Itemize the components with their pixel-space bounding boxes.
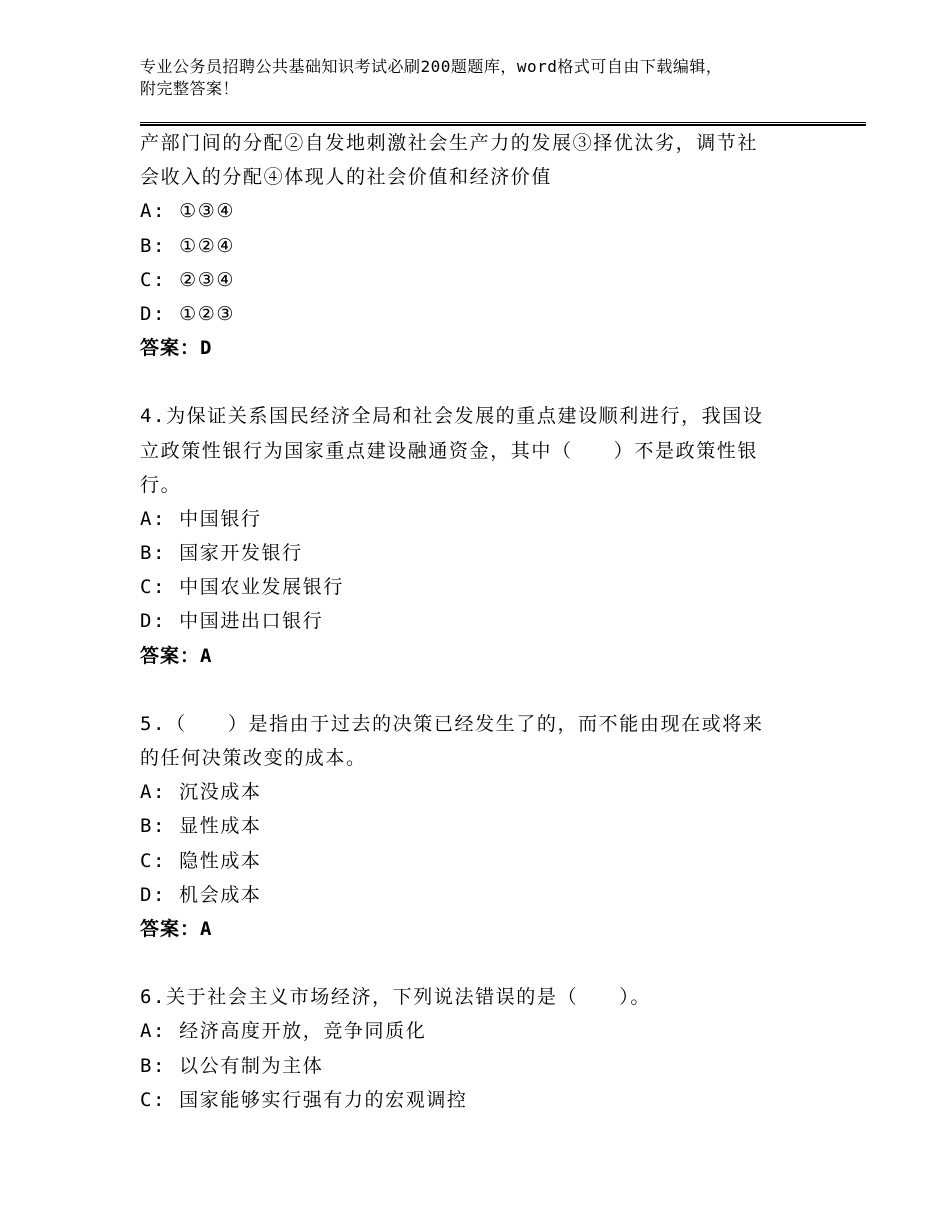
question-spacer <box>140 673 800 707</box>
option-a: A: 经济高度开放，竞争同质化 <box>140 1020 427 1043</box>
header-title-line-1: 专业公务员招聘公共基础知识考试必刷200题题库，word格式可自由下载编辑， <box>140 57 723 76</box>
option-c: C: 国家能够实行强有力的宏观调控 <box>140 1088 468 1111</box>
question-text-line: 4.为保证关系国民经济全局和社会发展的重点建设顺利进行，我国设 <box>140 405 764 428</box>
question-4 <box>140 399 800 673</box>
option-d: D: 机会成本 <box>140 883 262 906</box>
answer-label: 答案：D <box>140 337 213 360</box>
question-5 <box>140 707 800 946</box>
question-text-line: 的任何决策改变的成本。 <box>140 747 367 769</box>
question-text-line: 5.（ ）是指由于过去的决策已经发生了的，而不能由现在或将来 <box>140 712 764 735</box>
page-header <box>140 56 800 100</box>
option-d: D: ①②③ <box>140 302 236 325</box>
option-b: B: 以公有制为主体 <box>140 1054 324 1077</box>
question-text-line: 会收入的分配④体现人的社会价值和经济价值 <box>140 166 553 189</box>
option-c: C: 中国农业发展银行 <box>140 576 344 599</box>
question-list <box>140 126 800 1117</box>
question-text-line: 6.关于社会主义市场经济，下列说法错误的是（ ）。 <box>140 986 651 1009</box>
question-text-line: 产部门间的分配②自发地刺激社会生产力的发展③择优汰劣，调节社 <box>140 132 759 154</box>
question-6 <box>140 980 800 1117</box>
question-spacer <box>140 946 800 980</box>
question-text-line: 行。 <box>140 473 182 496</box>
question-spacer <box>140 365 800 399</box>
option-d: D: 中国进出口银行 <box>140 610 324 633</box>
option-b: B: 国家开发银行 <box>140 542 303 565</box>
question-3-continuation <box>140 126 800 365</box>
header-title-line-2: 附完整答案！ <box>140 79 240 98</box>
option-a: A: ①③④ <box>140 200 236 223</box>
option-c: C: 隐性成本 <box>140 849 262 872</box>
answer-label: 答案：A <box>140 917 213 940</box>
option-a: A: 中国银行 <box>140 507 262 530</box>
option-a: A: 沉没成本 <box>140 781 262 804</box>
option-c: C: ②③④ <box>140 268 236 291</box>
option-b: B: ①②④ <box>140 234 236 257</box>
question-text-line: 立政策性银行为国家重点建设融通资金，其中（ ）不是政策性银 <box>140 439 759 462</box>
option-b: B: 显性成本 <box>140 815 262 838</box>
answer-label: 答案：A <box>140 644 213 667</box>
